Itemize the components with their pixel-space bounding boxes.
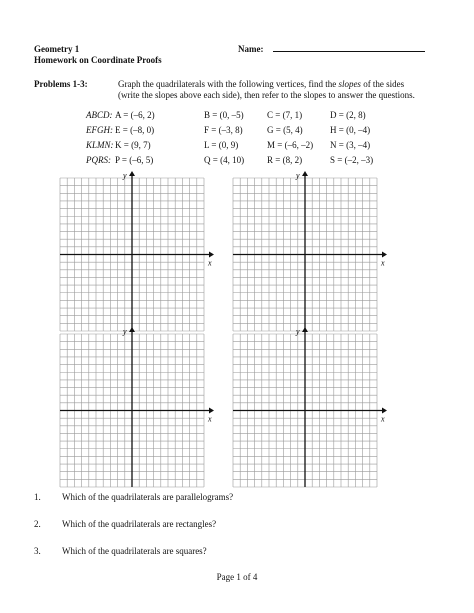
vertex-f: F = (–3, 8) bbox=[204, 125, 243, 135]
y-axis-label: y bbox=[296, 171, 300, 180]
grid-svg[interactable] bbox=[233, 327, 407, 494]
vertex-s: S = (–2, –3) bbox=[330, 155, 374, 165]
question-text: Which of the quadrilaterals are parallelograms? bbox=[62, 492, 234, 502]
question-text: Which of the quadrilaterals are rectangles? bbox=[62, 519, 217, 529]
y-axis-arrow-icon bbox=[129, 171, 135, 176]
quad-name: PQRS: bbox=[86, 155, 111, 165]
vertex-c: C = (7, 1) bbox=[267, 110, 303, 120]
x-axis-label: x bbox=[208, 258, 212, 268]
page-number: Page 1 of 4 bbox=[216, 572, 258, 582]
grid-svg[interactable] bbox=[60, 327, 234, 494]
y-axis-label: y bbox=[296, 327, 300, 336]
grid-svg[interactable] bbox=[60, 171, 234, 338]
vertex-a: A = (–6, 2) bbox=[115, 110, 155, 120]
vertex-b: B = (0, –5) bbox=[204, 110, 244, 120]
vertex-n: N = (3, –4) bbox=[330, 140, 371, 150]
coordinate-grid-1[interactable] bbox=[60, 171, 234, 331]
coordinate-grid-4[interactable] bbox=[233, 327, 407, 487]
y-axis-label: y bbox=[123, 327, 127, 336]
instruction-slopes-word: slopes bbox=[338, 79, 361, 89]
vertex-l: L = (0, 9) bbox=[204, 140, 239, 150]
vertex-r: R = (8, 2) bbox=[267, 155, 303, 165]
question-number: 1. bbox=[34, 492, 41, 502]
question-number: 2. bbox=[34, 519, 41, 529]
vertex-h: H = (0, –4) bbox=[330, 125, 371, 135]
vertex-g: G = (5, 4) bbox=[267, 125, 303, 135]
worksheet-subtitle: Homework on Coordinate Proofs bbox=[34, 55, 162, 65]
x-axis-arrow-icon bbox=[382, 252, 387, 258]
y-axis-label: y bbox=[123, 171, 127, 180]
x-axis-label: x bbox=[208, 414, 212, 424]
x-axis-arrow-icon bbox=[209, 408, 214, 414]
name-blank-line[interactable] bbox=[273, 51, 425, 52]
quad-name: KLMN: bbox=[86, 140, 114, 150]
problems-label: Problems 1-3: bbox=[34, 79, 88, 89]
grid-svg[interactable] bbox=[233, 171, 407, 338]
instruction-text-a: Graph the quadrilaterals with the following vertices, find the bbox=[118, 79, 339, 89]
vertex-e: E = (–8, 0) bbox=[115, 125, 155, 135]
vertex-q: Q = (4, 10) bbox=[204, 155, 245, 165]
coordinate-grid-3[interactable] bbox=[60, 327, 234, 487]
course-title: Geometry 1 bbox=[34, 44, 80, 54]
instruction-line-2: (write the slopes above each side), then refer to the slopes to answer the questions. bbox=[118, 90, 415, 100]
coordinate-grid-2[interactable] bbox=[233, 171, 407, 331]
question-text: Which of the quadrilaterals are squares? bbox=[62, 546, 207, 556]
quad-name: ABCD: bbox=[86, 110, 113, 120]
x-axis-label: x bbox=[381, 414, 385, 424]
instruction-line-1 bbox=[118, 79, 404, 90]
vertex-m: M = (–6, –2) bbox=[267, 140, 314, 150]
vertex-p: P = (–6, 5) bbox=[115, 155, 154, 165]
y-axis-arrow-icon bbox=[302, 171, 308, 176]
vertex-k: K = (9, 7) bbox=[115, 140, 151, 150]
instruction-text-c: of the sides bbox=[360, 79, 405, 89]
x-axis-arrow-icon bbox=[209, 252, 214, 258]
x-axis-arrow-icon bbox=[382, 408, 387, 414]
question-number: 3. bbox=[34, 546, 41, 556]
quad-name: EFGH: bbox=[86, 125, 113, 135]
name-label: Name: bbox=[238, 44, 264, 54]
vertex-d: D = (2, 8) bbox=[330, 110, 366, 120]
x-axis-label: x bbox=[381, 258, 385, 268]
